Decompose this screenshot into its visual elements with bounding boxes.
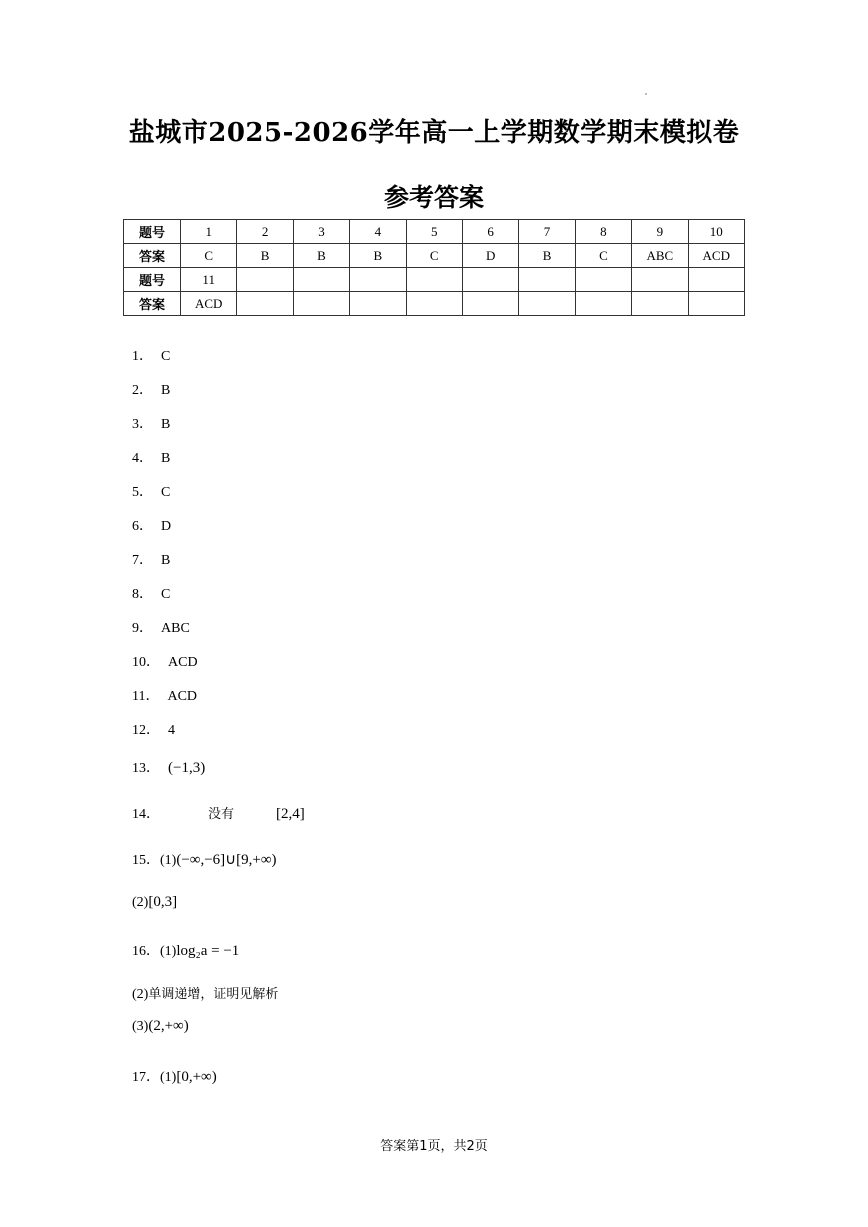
answer-value: B: [161, 417, 171, 432]
answer-line-8: [132, 583, 170, 603]
table-cell: [293, 268, 349, 292]
answer-number: 6．: [132, 519, 153, 534]
answer-value: ACD: [167, 689, 198, 704]
table-cell: [293, 292, 349, 316]
answer-value: B: [161, 553, 171, 568]
answer-line-11: [132, 685, 197, 705]
table-cell: ACD: [181, 292, 237, 316]
document-title: 盐城市2025-2026学年高一上学期数学期末模拟卷: [128, 118, 740, 148]
answer-line-9: [132, 617, 190, 637]
table-header-cell: 题号: [124, 268, 181, 292]
answer-number: 12．: [132, 723, 160, 738]
table-cell: 5: [406, 220, 462, 244]
table-cell: 9: [632, 220, 688, 244]
part-label: (1): [160, 944, 177, 959]
table-cell: [519, 292, 575, 316]
page-footer: 答案第1页，共2页: [380, 1139, 488, 1154]
table-cell: 10: [688, 220, 744, 244]
table-cell: [688, 292, 744, 316]
answer-line-14: [132, 803, 305, 823]
answer-line-15-1: [132, 849, 277, 869]
answer-number: 15．: [132, 853, 160, 868]
table-cell: 4: [350, 220, 406, 244]
answer-number: 7．: [132, 553, 153, 568]
table-cell: B: [293, 244, 349, 268]
answer-line-1: [132, 345, 170, 365]
part-label: (3): [132, 1019, 149, 1034]
table-cell: 2: [237, 220, 293, 244]
table-cell: [406, 292, 462, 316]
answer-number: 11．: [132, 689, 160, 704]
table-cell: [406, 268, 462, 292]
answer-number: 14．: [132, 807, 160, 822]
table-cell: [575, 292, 631, 316]
answer-number: 16．: [132, 944, 160, 959]
answer-line-3: [132, 413, 170, 433]
table-cell: [462, 268, 518, 292]
answer-line-16-1: [132, 940, 239, 960]
table-header-cell: 答案: [124, 292, 181, 316]
table-cell: C: [181, 244, 237, 268]
table-cell: D: [462, 244, 518, 268]
part-label: (1): [160, 853, 177, 868]
answer-value: ABC: [161, 621, 190, 636]
answer-value: ACD: [168, 655, 198, 670]
table-cell: 3: [293, 220, 349, 244]
part-label: (1): [160, 1070, 177, 1085]
answer-line-10: [132, 651, 198, 671]
answer-line-2: [132, 379, 170, 399]
table-header-cell: 答案: [124, 244, 181, 268]
table-cell: ABC: [632, 244, 688, 268]
answer-value: C: [161, 349, 171, 364]
answer-line-5: [132, 481, 170, 501]
answer-text: 单调递增，证明见解析: [148, 987, 279, 1002]
answer-number: 9．: [132, 621, 153, 636]
answer-line-4: [132, 447, 170, 467]
table-cell: 7: [519, 220, 575, 244]
answer-line-15-2: [132, 894, 177, 911]
table-cell: [688, 268, 744, 292]
table-cell: 1: [181, 220, 237, 244]
table-header-cell: 题号: [124, 220, 181, 244]
table-cell: ACD: [688, 244, 744, 268]
answer-math: [0,+∞): [176, 1069, 217, 1085]
table-row: [124, 220, 745, 244]
answer-math: (−∞,−6]∪[9,+∞): [176, 852, 277, 868]
table-cell: 6: [462, 220, 518, 244]
part-label: (2): [132, 895, 149, 910]
document-subtitle: 参考答案: [383, 183, 484, 212]
table-cell: C: [406, 244, 462, 268]
answer-number: 2．: [132, 383, 153, 398]
table-cell: 8: [575, 220, 631, 244]
answer-value: C: [161, 485, 171, 500]
answer-math: (−1,3): [168, 760, 206, 776]
table-cell: [350, 268, 406, 292]
table-cell: B: [519, 244, 575, 268]
answer-value: 4: [168, 723, 175, 738]
table-cell: [462, 292, 518, 316]
answer-value: B: [161, 451, 171, 466]
answer-line-7: [132, 549, 170, 569]
speck: [645, 93, 647, 95]
table-cell: [519, 268, 575, 292]
answer-line-17-1: [132, 1066, 217, 1086]
answer-text: 没有: [208, 807, 235, 822]
answer-number: 17．: [132, 1070, 160, 1085]
answer-number: 13．: [132, 761, 160, 776]
answer-line-16-3: [132, 1018, 189, 1035]
answer-math: (2,+∞): [148, 1018, 189, 1034]
answer-table: [123, 219, 745, 316]
answer-math: log₂a = −1: [176, 943, 240, 959]
answer-line-16-2: [132, 983, 278, 1003]
table-cell: B: [350, 244, 406, 268]
table-cell: C: [575, 244, 631, 268]
table-cell: B: [237, 244, 293, 268]
table-cell: [350, 292, 406, 316]
answer-number: 4．: [132, 451, 153, 466]
answer-number: 8．: [132, 587, 153, 602]
answer-math: [0,3]: [148, 894, 178, 910]
table-cell: [632, 268, 688, 292]
answer-math: [2,4]: [276, 806, 305, 822]
answer-value: D: [161, 519, 172, 534]
table-cell: 11: [181, 268, 237, 292]
answer-number: 3．: [132, 417, 153, 432]
answer-value: C: [161, 587, 171, 602]
answer-number: 5．: [132, 485, 153, 500]
table-row: [124, 292, 745, 316]
table-cell: [575, 268, 631, 292]
table-cell: [237, 268, 293, 292]
part-label: (2): [132, 987, 149, 1002]
table-cell: [632, 292, 688, 316]
table-row: [124, 244, 745, 268]
table-cell: [237, 292, 293, 316]
answer-line-12: [132, 719, 175, 739]
answer-line-13: [132, 757, 205, 777]
answer-number: 1．: [132, 349, 153, 364]
answer-value: B: [161, 383, 171, 398]
table-row: [124, 268, 745, 292]
answer-number: 10．: [132, 655, 160, 670]
answer-line-6: [132, 515, 171, 535]
